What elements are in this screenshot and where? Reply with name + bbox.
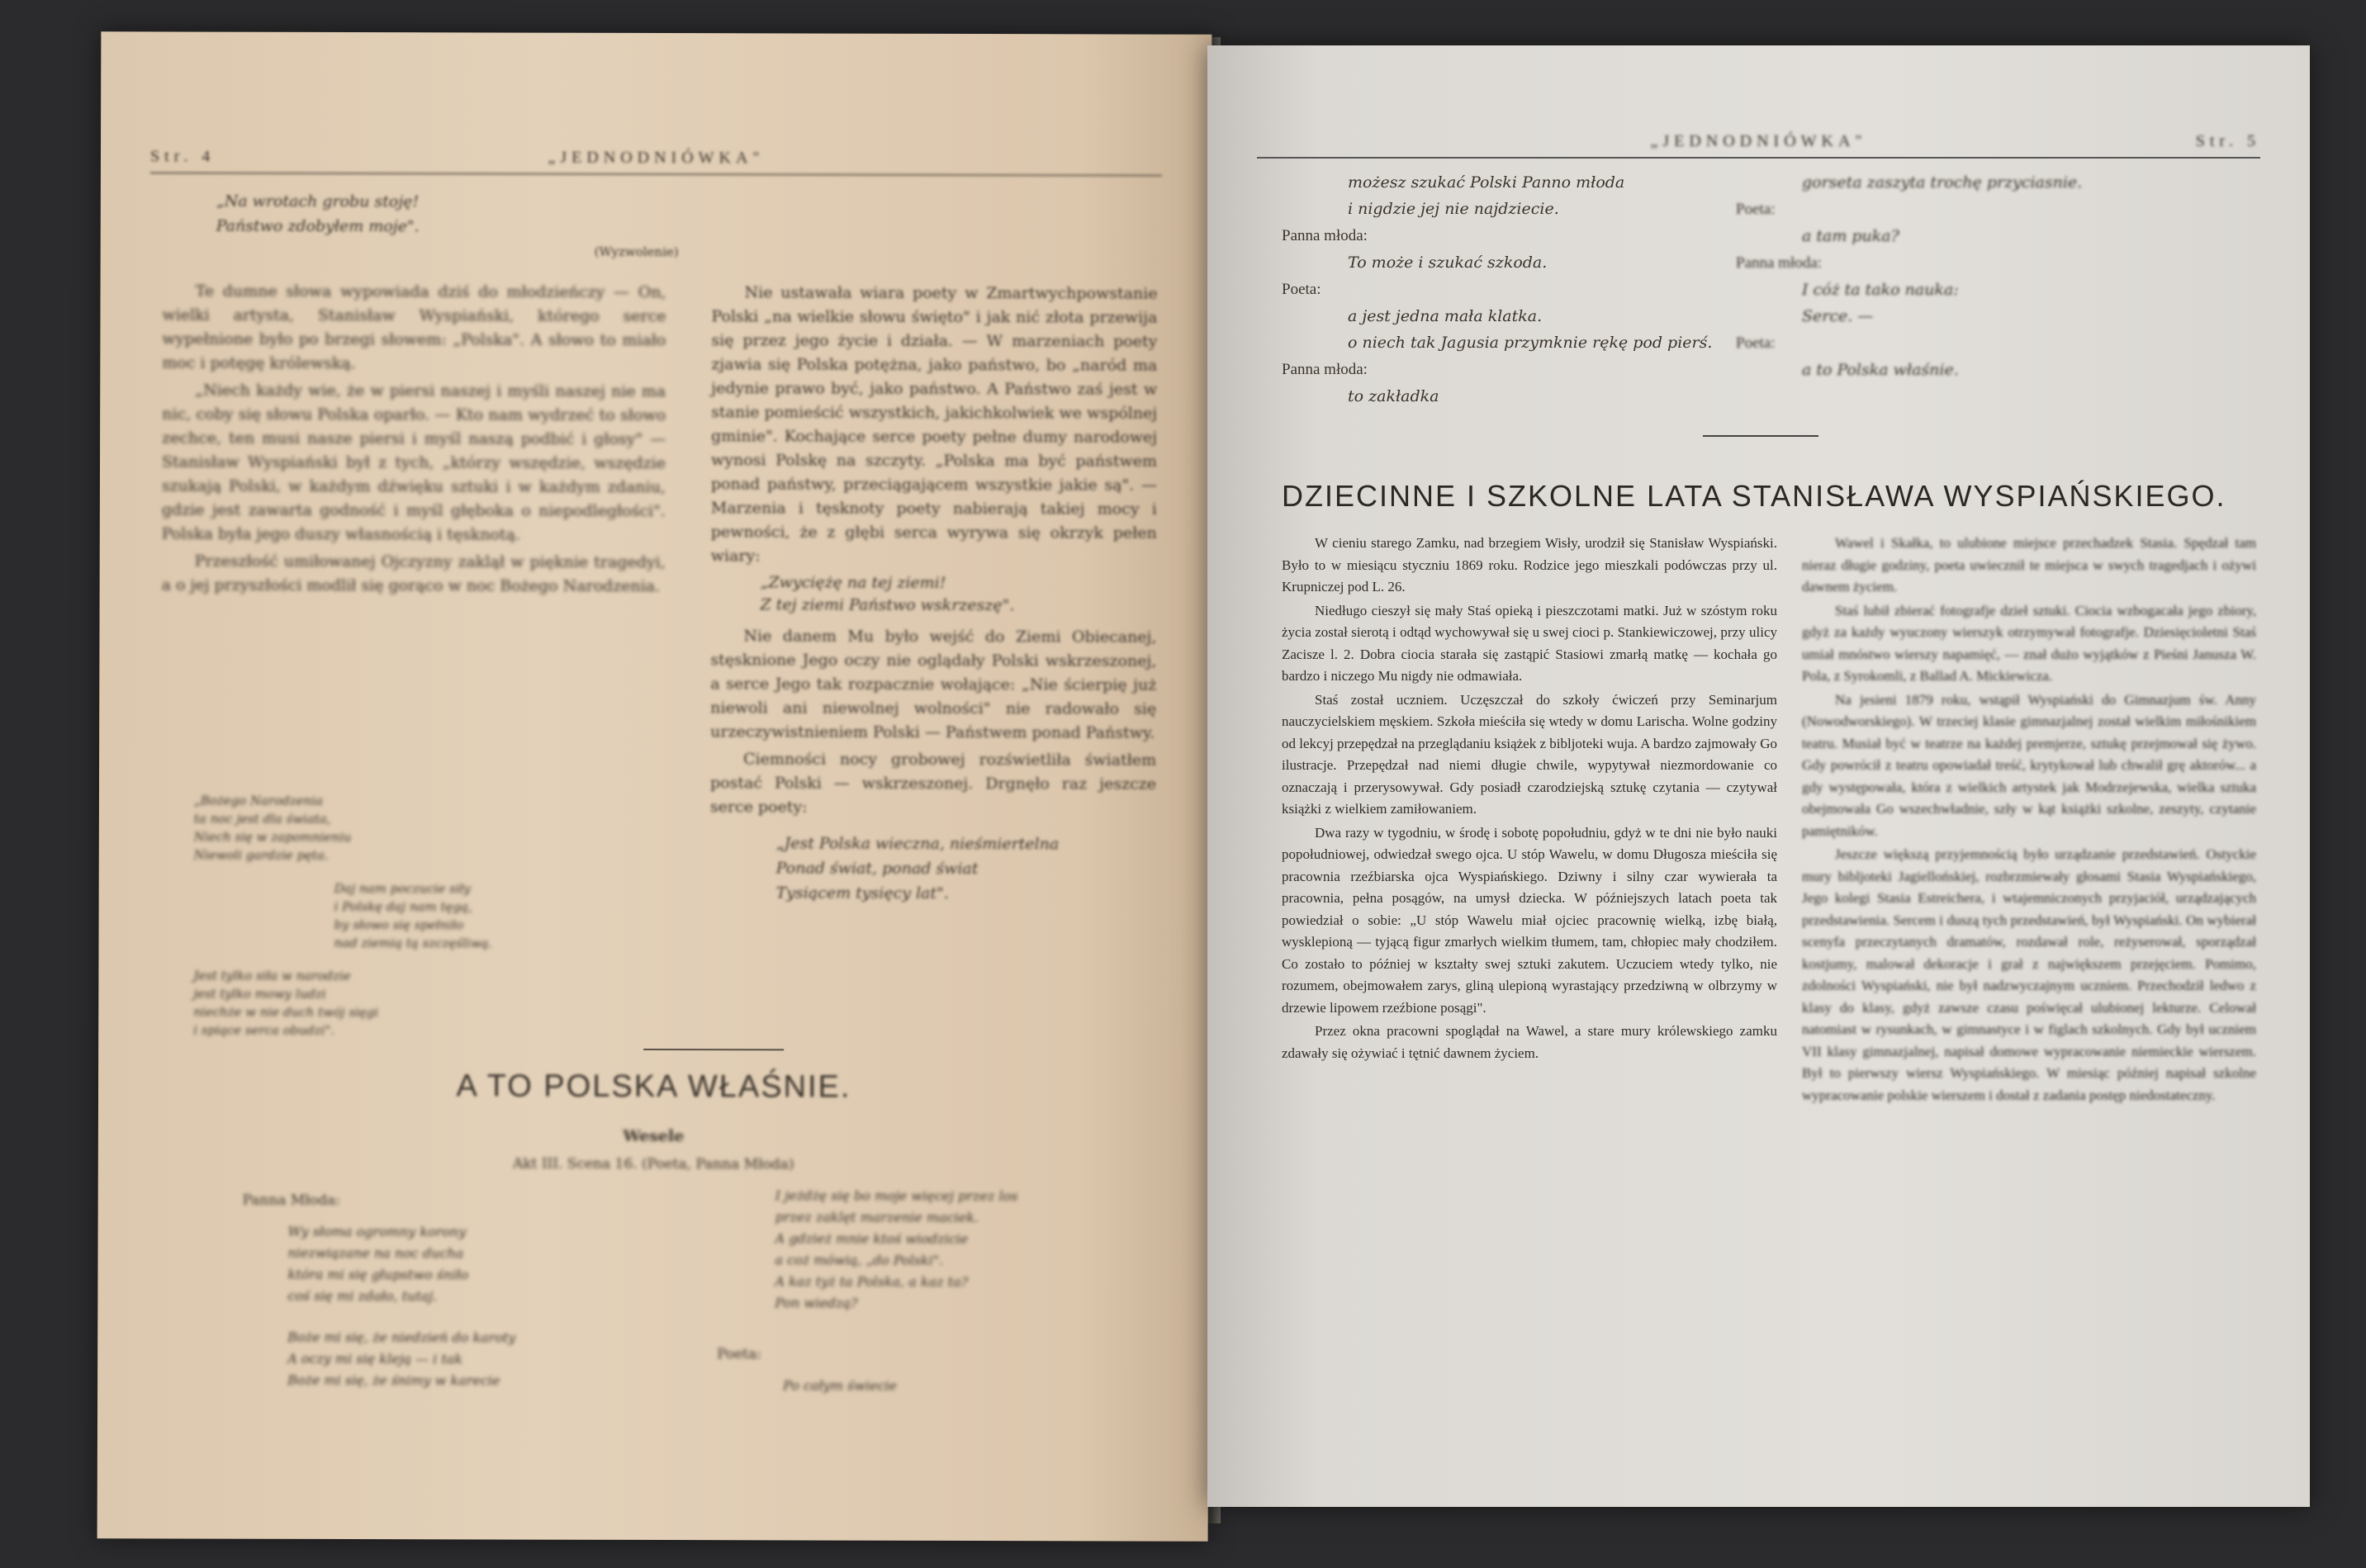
paragraph: Staś lubił zbierać fotografje dzieł sztuki. Ciocia wzbogacała jego zbiory, gdyż za każdy wyuczony wierszyk otrzymywał fotografje. Dziesięcioletni Staś umiał mnóstwo wierszy napamięć, — znał dużo wyjątków z Pieśni Janusza W. Pola, z Syrokomli, z Ballad A. Mickiewicza. bbox=[1802, 602, 2256, 684]
verse-line: Z tej ziemi Państwo wskrzeszę". bbox=[760, 595, 1015, 615]
dialogue-line: to zakładka bbox=[1348, 387, 1439, 405]
paragraph: „Niech każdy wie, że w piersi naszej i myśli naszej nie ma nic, coby się słowu Polska oparło. — Kto nam wydrzeć to słowo zechce, ten musi nasze piersi i myśl naszą podbić i głosy" — Stanisław Wyspiański był z tych, „którzy wszędzie, wszędzie szukają Polski, w każdym dźwięku sztuki i w każdym zdaniu, gdzie jest zawarta godność i myśl głęboka o niepodległości". Polska była jego duszy własnością i tęsknotą. bbox=[161, 381, 666, 544]
verse-line: Ponad świat, ponad świat bbox=[775, 859, 979, 879]
verse-line: Daj nam poczucie siły bbox=[334, 880, 471, 897]
verse-line: niechże w nie duch twój sięgi bbox=[193, 1004, 379, 1021]
dialogue-line: a tam puka? bbox=[1802, 227, 1899, 245]
epigraph-line: „Na wrotach grobu stoję! bbox=[216, 192, 420, 211]
speaker-label: Panna młoda: bbox=[1282, 227, 1368, 244]
speaker-label: Panna Młoda: bbox=[242, 1191, 340, 1210]
dialogue-line: Boże mi się, że śnimy w karecie bbox=[287, 1371, 500, 1389]
verse bbox=[193, 967, 664, 1040]
verse-line: „Jest Polska wieczna, nieśmiertelna bbox=[775, 834, 1060, 854]
speaker-label: Poeta: bbox=[1736, 201, 1776, 218]
play-title: Wesele bbox=[623, 1126, 685, 1146]
article-column-1 bbox=[1282, 533, 1777, 1066]
paragraph: Jeszcze większą przyjemnością było urządzanie przedstawień. Ostyckie mury bibljoteki Jagiellońskiej, rozbrzmiewały głosami Stasia Wyspiańskiego, Jego kolegi Stasia Estreichera, i wtajemniczonych przyjaciół, urządzających przedstawienia. Sercem i duszą tych przedstawień, był Wyspiański. On wybierał scenyfa przeczytanych dramatów, rozdawał role, reżyserował, sporządzał kostjumy, malował dekoracje i grał z największem przejęciem. Pomimo, zdolności Wyspiański, nie był nadzwyczajnym uczniem. Przechodził ledwo z klasy do klasy, gdyż zawsze czasu poświęcał ulubionej lekturze. Celował natomiast w rysunkach, w gimnastyce i w figlach szkolnych. Gdy był uczniem VII klasy gimnazjalnej, napisał domowe wypracowanie niemieckie wierszem. Był to pierwszy wiersz Wyspiańskiego. W miesiąc później napisał szkolne wypracowanie polskie wierszem i dostał z zadania postęp niedostateczny. bbox=[1802, 846, 2256, 1103]
article-title: DZIECINNE I SZKOLNE LATA STANISŁAWA WYSPIAŃSKIEGO. bbox=[1282, 479, 2226, 513]
dialogue-line: Pon wiedzą? bbox=[775, 1295, 858, 1311]
verses-left bbox=[160, 791, 665, 1040]
dialogue-block bbox=[1282, 169, 1744, 222]
verse-line: Niech się w zapomnieniu bbox=[193, 829, 352, 846]
verse bbox=[194, 792, 665, 865]
dialogue-line: niezwiązane na noc ducha bbox=[287, 1244, 464, 1262]
paragraph: Nie ustawała wiara poety w Zmartwychpowstanie Polski „na wielkie słowu święto" i jak nić złota przewija się przez jego życie i działa. — W marzeniach poety zjawia się Polska potężna, jako państwo, bo „naród ma jedynie prawo być, jako państwo. A Państwo zaś jest w stanie pomieścić wszystkich, jakichkolwiek we wspólnej gminie". Kochające serce poety pełne dumy narodowej wynosi Polskę na szczyty. „Polska ma być państwem ponad państwy, przeciągającem wszystkie jakie są". — Marzenia i tęsknoty poety nabierają takiej mocy i pewności, że z głębi serca wyrywa się okrzyk pełen wiary: bbox=[710, 283, 1158, 566]
dialogue-lines bbox=[287, 1221, 516, 1392]
paragraph: Wawel i Skałka, to ulubione miejsce przechadzek Stasia. Spędzał tam nieraz długie godziny, poeta uwiecznił te miejsca w swych tragedjach i ożywi dawnem życiem. bbox=[1802, 535, 2256, 595]
verse-line: nad ziemią tą szczęśliwą. bbox=[334, 935, 493, 951]
dialogue-line: I jeżdżę się bo moje więcej przez los bbox=[775, 1187, 1018, 1205]
verse-line: Tysiącem tysięcy lat". bbox=[775, 883, 949, 902]
dialogue-block bbox=[1282, 356, 1744, 410]
dialogue-line: a coż mówią, „do Polski". bbox=[775, 1252, 944, 1268]
left-page-header bbox=[150, 139, 1162, 176]
dialogue-line: o niech tak Jagusia przymknie rękę pod pierś. bbox=[1348, 334, 1713, 352]
speaker-label: Panna młoda: bbox=[1736, 254, 1822, 272]
dialogue-block bbox=[1736, 196, 2198, 249]
article-column-2 bbox=[1802, 533, 2256, 1108]
left-column-2 bbox=[710, 281, 1158, 914]
dialogue-line: Boże mi się, że niedzień do karoty bbox=[287, 1329, 516, 1346]
verse-line: „Zwyciężę na tej ziemi! bbox=[760, 573, 946, 592]
dialogue-right bbox=[1736, 169, 2198, 383]
verse-line: „Bożego Narodzenia bbox=[193, 793, 324, 808]
page-number: Str. 5 bbox=[2195, 132, 2260, 150]
dialogue-block bbox=[1736, 249, 2198, 329]
dialogue-line: A gdzież mnie ktoś wiodzicie bbox=[775, 1230, 969, 1247]
paragraph: Niedługo cieszył się mały Staś opieką i pieszczotami matki. Już w szóstym roku życia został sierotą i odtąd wychowywał się u swej cioci p. Stankiewiczowej, przy ulicy Zacisze l. 2. Dobra ciocia starała się zastąpić Stasiowi zmarłą matkę — kochała go bardzo i niczego Mu nigdy nie odmawiała. bbox=[1282, 602, 1777, 684]
speaker-label: Poeta: bbox=[1736, 334, 1776, 352]
speaker-label: Poeta: bbox=[1282, 281, 1321, 298]
dialogue-block bbox=[1736, 169, 2198, 196]
act-scene: Akt III. Scena 16. (Poeta, Panna Młoda) bbox=[513, 1155, 794, 1173]
right-page bbox=[1207, 45, 2310, 1507]
dialogue-line: Serce. — bbox=[1802, 307, 1874, 325]
dialogue-line: i nigdzie jej nie najdziecie. bbox=[1348, 200, 1559, 218]
verse bbox=[776, 831, 1156, 906]
dialogue-line: coś się mi zdało, tutaj. bbox=[287, 1287, 438, 1305]
dialogue-lines bbox=[775, 1185, 1017, 1315]
ornament-divider bbox=[1703, 435, 1818, 437]
verse-line: Niewoli gardzie pęta. bbox=[193, 847, 329, 863]
dialogue-block bbox=[1282, 276, 1744, 356]
verse bbox=[334, 879, 664, 953]
speaker-label: Poeta: bbox=[717, 1346, 761, 1363]
verse-line: jest tylko mowy ludzi bbox=[193, 986, 326, 1002]
dialogue-line: Po całym świecie bbox=[783, 1377, 897, 1394]
dialogue-line: a to Polska właśnie. bbox=[1802, 361, 1959, 379]
dialogue-block bbox=[1736, 329, 2198, 383]
left-column-1 bbox=[162, 279, 666, 602]
epigraph-source: (Wyzwolenie) bbox=[594, 244, 679, 260]
paragraph: Nie danem Mu było wejść do Ziemi Obiecanej, stęsknione Jego oczy nie oglądały Polski wskrzeszonej, a serce Jego tak rozpacznie wołające: „Nie ścierpię już niewoli ani niewolnej wolności" nie radowało się urzeczywistnieniem Polski — Państwem ponad Państwy. bbox=[710, 627, 1157, 742]
dialogue-line: A kaz tyż ta Polska, a kaz ta? bbox=[775, 1273, 969, 1290]
paragraph: Ciemności nocy grobowej rozświetliła światłem postać Polski — wskrzeszonej. Drgnęło raz jeszcze serce poety: bbox=[709, 750, 1157, 817]
running-title: „JEDNODNIÓWKA" bbox=[1650, 132, 1867, 150]
dialogue-line: Wy słoma ogromny korony bbox=[287, 1223, 467, 1240]
verse-line: Jest tylko siła w narodzie bbox=[193, 968, 351, 984]
dialogue-line: a jest jedna mała klatka. bbox=[1348, 307, 1543, 325]
verse-line: by słowo się spełniło bbox=[334, 917, 464, 933]
paragraph: Te dumne słowa wypowiada dziś do młodzieńczy — On, wielki artysta, Stanisław Wyspiański, którego serce wypełnione było po brzegi słowem: „Polska". A słowo to miało moc i potęgę królewską. bbox=[162, 282, 666, 373]
left-page bbox=[97, 31, 1212, 1542]
dialogue-line: To może i szukać szkoda. bbox=[1348, 253, 1548, 272]
dialogue-line: gorseta zaszyta trochę przyciasnie. bbox=[1802, 173, 2083, 192]
dialogue-line: A oczy mi się kleją — i tak bbox=[287, 1350, 463, 1367]
verse-line: i spiące serca obudzi". bbox=[193, 1022, 335, 1038]
verse bbox=[761, 571, 1157, 617]
ornament-divider bbox=[643, 1049, 784, 1050]
paragraph: W cieniu starego Zamku, nad brzegiem Wisły, urodził się Stanisław Wyspiański. Było to w miesiącu styczniu 1869 roku. Rodzice jego mieszkali podówczas przy ul. Krupniczej pod L. 26. bbox=[1282, 535, 1777, 595]
verse-line: ta noc jest dla świata, bbox=[193, 811, 331, 827]
dialogue-line: I cóż ta tako nauka: bbox=[1802, 281, 1959, 299]
page-number: Str. 4 bbox=[149, 147, 216, 166]
dialogue-line: przez zaklęt marzenie maciek. bbox=[775, 1209, 979, 1226]
paragraph: Na jesieni 1879 roku, wstąpił Wyspiański do Gimnazjum św. Anny (Nowodworskiego). W trzeciej klasie gimnazjalnej został wielkim miłośnikiem teatru. Musiał być w teatrze na każdej premjerze, sztukę przejmował się żywo. Gdy powrócił z teatru opowiadał treść, krytykował lub chwalił grę aktorów... a gdy występowała, która z wielkich artystek jak Modrzejewska, wielka sztuka obejmowała Go wszechwładnie, szły w kąt książki szkolne, zeszyty, czytanie pamiętników. bbox=[1802, 691, 2256, 839]
epigraph bbox=[216, 189, 679, 264]
verse-line: i Polskę daj nam tęgą, bbox=[334, 898, 472, 915]
dialogue-line: możesz szukać Polski Panno młoda bbox=[1348, 173, 1625, 192]
paragraph: Przez okna pracowni spoglądał na Wawel, a stare mury królewskiego zamku zdawały się ożywiać i tętnić dawnem życiem. bbox=[1282, 1023, 1777, 1061]
speaker-label: Panna młoda: bbox=[1282, 361, 1368, 378]
paragraph: Staś został uczniem. Uczęszczał do szkoły ćwiczeń przy Seminarjum nauczycielskiem męskiem. Szkoła mieściła się wtedy w domu Larischa. Wolne godziny od lekcyj przepędzał na przeglądaniu książek z bibljoteki wuja. A bardzo zajmowały Go ilustracje. Przepędzał nad niemi długie chwile, wypytywał niezmordowanie co oznaczają i przerysowywał. Gdy posiadł czarodziejską sztukę czytania — czytywał książki z wielkiem zamiłowaniem. bbox=[1282, 691, 1777, 817]
paragraph: Przeszłość umiłowanej Ojczyzny zaklął w pięknie tragedyi, a o jej przyszłości modlił się gorąco w noc Bożego Narodzenia. bbox=[161, 552, 666, 596]
dialogue-line: która mi się głupstwo śniło bbox=[287, 1266, 469, 1283]
epigraph-line: Państwo zdobyłem moje". bbox=[216, 216, 420, 236]
paragraph: Dwa razy w tygodniu, w środę i sobotę popołudniu, gdyż w te dni nie było nauki popołudniowej, odwiedzał swego ojca. U stóp Wawelu, w domu Długosza mieściła się pracownia rzeźbiarska ojca Wyspiańskiego. Dziwny i silny czar wywierała ta pracownia, pełna posągów, na umysł dziecka. W późniejszych latach poeta tak powiedział o sobie: „U stóp Wawelu miał ojciec pracownię wielką, izbę białą, wysklepioną — tyjącą figur zmarłych wielkim tłumem, tam, chłopiec mały chodziłem. Co zostało to później w kształty swej sztuki zakutem. Uczuciem wtedy tylko, nie rozumem, obejmowałem zarys, gliną ulepioną wyrastający przedziwną w olbrzymy w drzewie lipowem rzeźbione posągi". bbox=[1282, 824, 1777, 1016]
running-title: „JEDNODNIÓWKA" bbox=[548, 148, 765, 168]
dialogue-block bbox=[1282, 222, 1744, 276]
dialogue-left bbox=[1282, 169, 1744, 410]
section-title: A TO POLSKA WŁAŚNIE. bbox=[456, 1068, 851, 1105]
right-page-header bbox=[1257, 124, 2260, 159]
